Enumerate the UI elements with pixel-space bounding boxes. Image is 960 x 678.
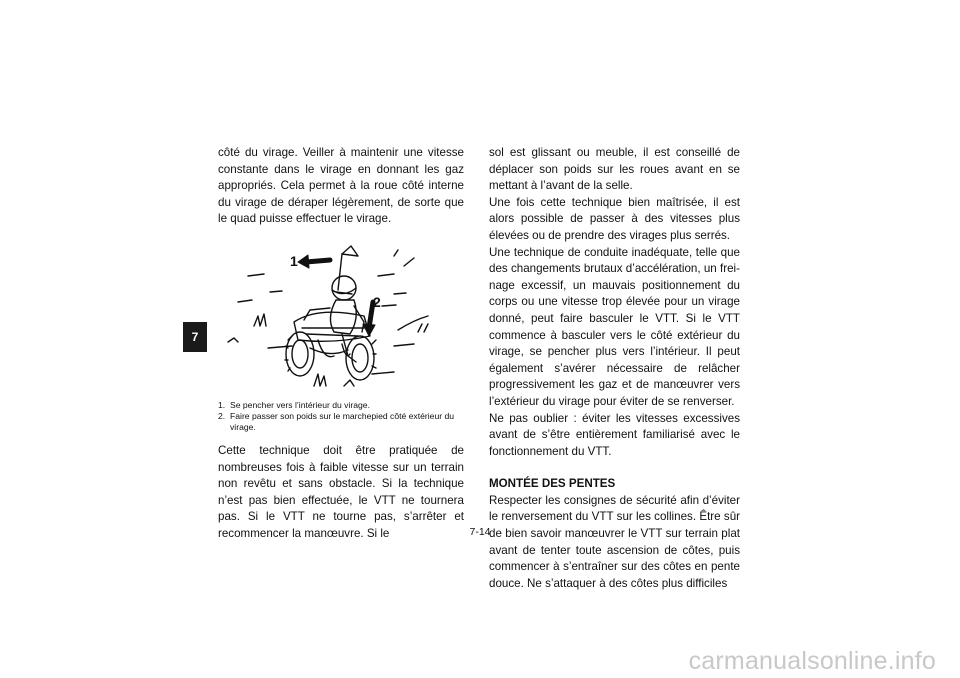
caption-text: Se pencher vers l’intérieur du virage. xyxy=(230,399,370,410)
caption-item xyxy=(218,411,464,433)
caption-item xyxy=(218,400,464,411)
callout-1: 1 xyxy=(290,252,298,269)
paragraph: Ne pas oublier : éviter les vitesses excessives avant de s’être entièrement familiarisé avec le fonctionnement du VTT. xyxy=(489,411,740,458)
paragraph: côté du virage. Veiller à maintenir une vitesse constante dans le virage en donnant les gaz appropriés. Cela permet à la roue côté interne du virage de déraper légèrement, de sorte que le quad puisse effectuer le virage. xyxy=(218,146,464,226)
section-heading: MONTÉE DES PENTES xyxy=(489,477,616,491)
atv-turning-illustration xyxy=(218,236,464,394)
paragraph: Une fois cette technique bien maîtrisée, il est alors possible de passer à des vitesses plus élevées ou de prendre des virages plus serrés. xyxy=(489,195,740,242)
caption-number: 2. xyxy=(218,410,226,421)
paragraph: sol est glissant ou meuble, il est conseillé de déplacer son poids sur les roues avant en se mettant à l’avant de la selle. xyxy=(489,146,740,193)
chapter-tab: 7 xyxy=(183,322,207,352)
caption-text: Faire passer son poids sur le marchepied côté extérieur du virage. xyxy=(230,410,455,432)
figure-captions xyxy=(218,400,464,433)
atv-rider-drawing xyxy=(218,236,464,394)
watermark-text: carmanualsonline.info xyxy=(688,647,936,675)
paragraph: Cette technique doit être pratiquée de nombreuses fois à faible vitesse sur un terrain non revêtu et sans obstacle. Si la technique n’est pas bien effectuée, le VTT ne tournera pas. Si le VTT ne tourne pas, s’arrêter et recommencer la manœuvre. Si le xyxy=(218,443,464,540)
callout-2: 2 xyxy=(373,293,381,310)
paragraph: Respecter les consignes de sécurité afin d’éviter le renversement du VTT sur les collines. Être sûr de bien savoir manœuvrer le VTT sur terrain plat avant de tenter toute ascension de côtes, puis commencer à s’entraîner sur des côtes en pente douce. Ne s’attaquer à des côtes plus difficiles xyxy=(489,493,740,590)
page-number: 7-14 xyxy=(469,526,491,538)
caption-number: 1. xyxy=(218,399,226,410)
paragraph: Une technique de conduite inadéquate, telle que des changements brutaux d’accélération, un freinage excessif, un mauvais positionnement du corps ou une vitesse trop élevée pour un virage donné, peut faire basculer le VTT. Si le VTT commence à basculer vers le côté extérieur du virage, se pencher plus vers l’intérieur. Il peut également s’avérer nécessaire de relâcher progressivement les gaz et de manœuvrer vers l’extérieur du virage pour éviter de se renverser. xyxy=(489,245,740,408)
left-column xyxy=(218,145,464,543)
